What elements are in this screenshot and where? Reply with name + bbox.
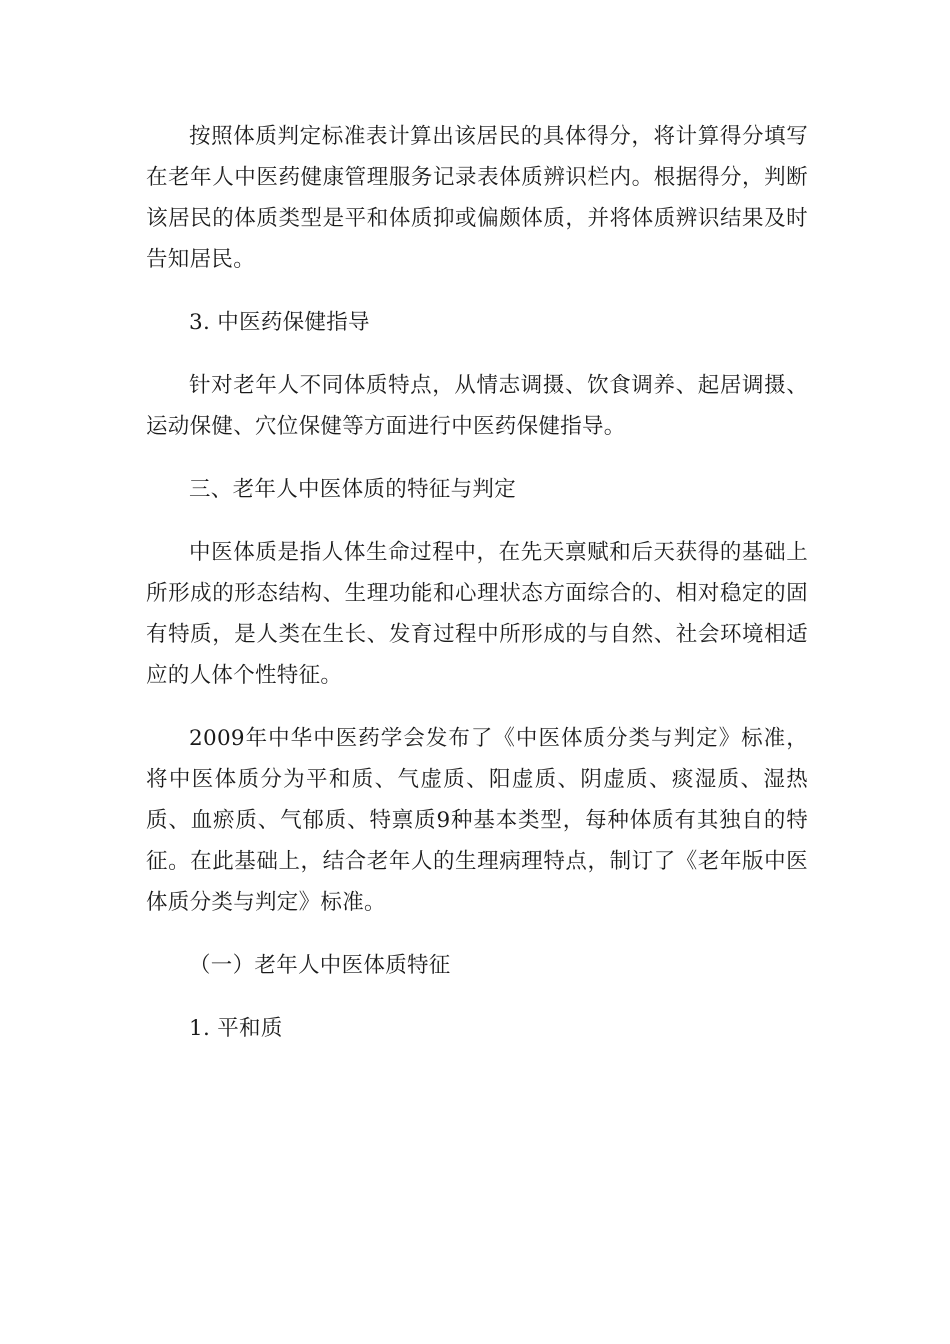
heading-tcm-health-guidance: 3. 中医药保健指导 — [189, 310, 370, 335]
paragraph-constitution-definition: 中医体质是指人体生命过程中，在先天禀赋和后天获得的基础上所形成的形态结构、生理功能和心理状态方面综合的、相对稳定的固有特质，是人类在生长、发育过程中所形成的与自然、社会环境相适应的人体个性特征。 — [146, 540, 808, 688]
paragraph-constitution-scoring: 按照体质判定标准表计算出该居民的具体得分，将计算得分填写在老年人中医药健康管理服务记录表体质辨识栏内。根据得分，判断该居民的体质类型是平和体质抑或偏颇体质，并将体质辨识结果及时告知居民。 — [146, 124, 808, 272]
paragraph-health-guidance: 针对老年人不同体质特点，从情志调摄、饮食调养、起居调摄、运动保健、穴位保健等方面进行中医药保健指导。 — [146, 373, 808, 439]
heading-balanced-constitution: 1. 平和质 — [189, 1016, 283, 1041]
paragraph-classification-standard: 2009年中华中医药学会发布了《中医体质分类与判定》标准，将中医体质分为平和质、气虚质、阳虚质、阴虚质、痰湿质、湿热质、血瘀质、气郁质、特禀质9种基本类型，每种体质有其独自的特征。在此基础上，结合老年人的生理病理特点，制订了《老年版中医体质分类与判定》标准。 — [146, 726, 808, 915]
heading-subsection-one: （一）老年人中医体质特征 — [189, 953, 451, 978]
heading-section-three: 三、老年人中医体质的特征与判定 — [189, 477, 517, 502]
document-body — [146, 116, 808, 1049]
